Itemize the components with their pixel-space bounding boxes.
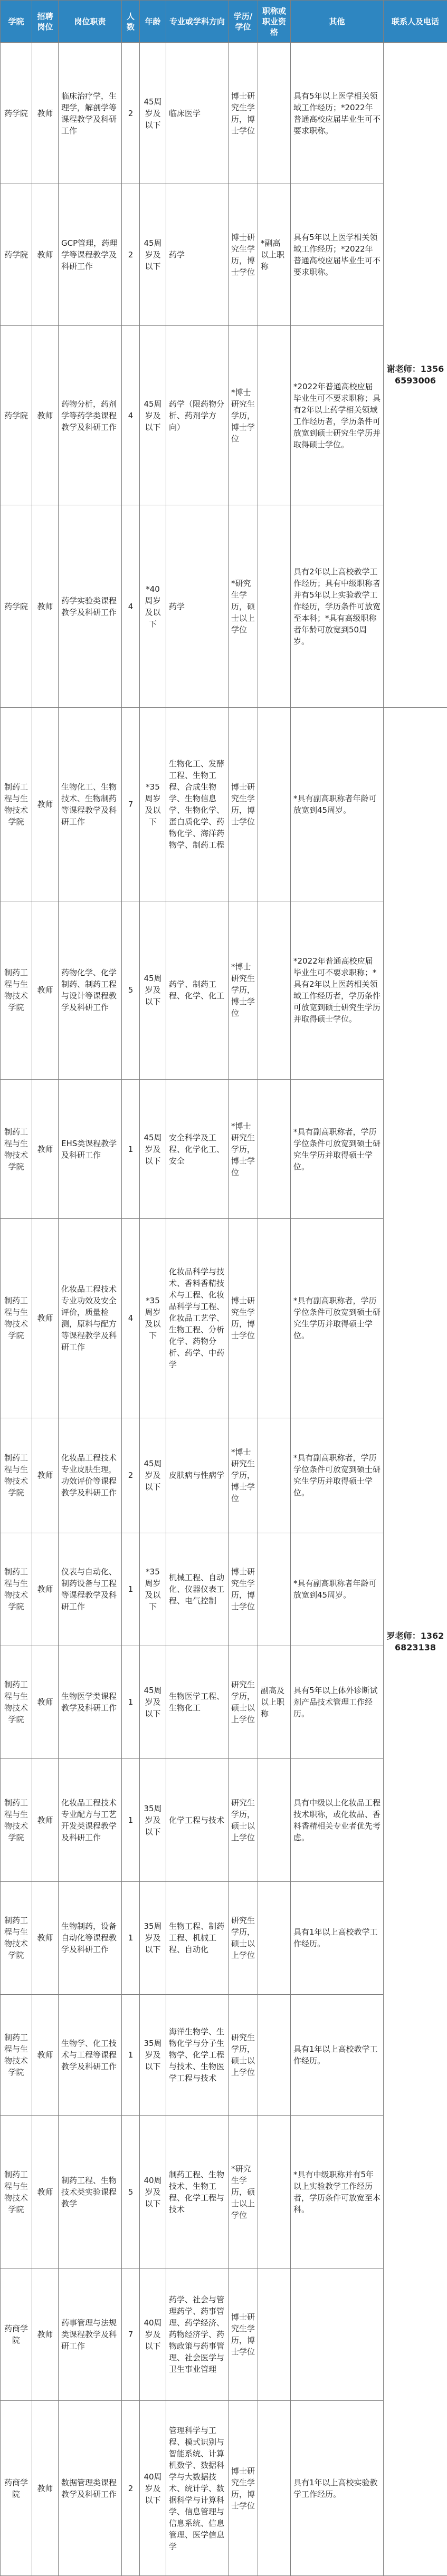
post-type-cell: 教师: [32, 1080, 59, 1219]
age-cell: 45周岁及以下: [140, 1646, 166, 1758]
number-cell: 4: [122, 325, 140, 505]
title-cell: [258, 1080, 291, 1219]
degree-cell: 博士研究生学历，博士学位: [229, 708, 258, 901]
duty-cell: 生物化工、生物技术、生物制药等课程教学及科研工作: [59, 708, 122, 901]
post-type-cell: 教师: [32, 505, 59, 708]
table-row: [1, 184, 447, 325]
number-cell: 2: [122, 184, 140, 325]
age-cell: *35周岁及以下: [140, 1533, 166, 1646]
duty-cell: 药物化学、化学制药、制药工程与设计等课程教学及科研工作: [59, 901, 122, 1079]
header-number: 人数: [122, 1, 140, 43]
college-cell: 药学院: [1, 184, 32, 325]
duty-cell: 生物学、化工技术与工程等课程教学及科研工作: [59, 1994, 122, 2115]
table-row: [1, 325, 447, 505]
major-cell: 安全科学及工程、化学化工、安全: [166, 1080, 229, 1219]
degree-cell: *研究生学历，硕士以上学位: [229, 505, 258, 708]
college-cell: 药学院: [1, 43, 32, 184]
table-row: [1, 2269, 447, 2401]
post-type-cell: 教师: [32, 2401, 59, 2576]
major-cell: 药学、制药工程、化学、化工: [166, 901, 229, 1079]
duty-cell: 化妆品工程技术专业配方与工艺开发类课程教学及科研工作: [59, 1758, 122, 1881]
post-type-cell: 教师: [32, 43, 59, 184]
other-cell: *具有副高职称者，学历学位条件可放宽到硕士研究生学历并取得硕士学位。: [291, 1418, 384, 1533]
age-cell: 45周岁及以下: [140, 901, 166, 1079]
other-cell: 具有1年以上高校教学工作经历。: [291, 1994, 384, 2115]
duty-cell: 生物制药，设备自动化等课程教学及科研工作: [59, 1882, 122, 1995]
header-contact: 联系人及电话: [384, 1, 447, 43]
major-cell: 管理科学与工程、模式识别与智能系统、计算机数学、数据科学与大数据技术、统计学、数据科学与计算科学、信息管理与信息系统、信息管理、医学信息学: [166, 2401, 229, 2576]
age-cell: 35周岁及以下: [140, 1994, 166, 2115]
age-cell: 45周岁及以下: [140, 43, 166, 184]
major-cell: 生物医学工程、生物化工: [166, 1646, 229, 1758]
major-cell: 药学、社会与管理药学、药事管理、药学经济、药物经济学、药物政策与药事管理、社会医学与卫生事业管理: [166, 2269, 229, 2401]
degree-cell: 博士研究生学历，博士学位: [229, 2269, 258, 2401]
major-cell: 临床医学: [166, 43, 229, 184]
header-college: 学院: [1, 1, 32, 43]
title-cell: [258, 43, 291, 184]
age-cell: 40周岁及以下: [140, 2269, 166, 2401]
degree-cell: 博士研究生学历，博士学位: [229, 2401, 258, 2576]
number-cell: 1: [122, 1080, 140, 1219]
table-row: [1, 1080, 447, 1219]
post-type-cell: 教师: [32, 325, 59, 505]
header-age: 年龄: [140, 1, 166, 43]
college-cell: 制药工程与生物技术学院: [1, 1994, 32, 2115]
table-row: [1, 505, 447, 708]
table-row: [1, 1994, 447, 2115]
title-cell: [258, 1418, 291, 1533]
header-degree: 学历/学位: [229, 1, 258, 43]
title-cell: 副高及以上职称: [258, 1646, 291, 1758]
number-cell: 7: [122, 708, 140, 901]
other-cell: *具有副高职称者，学历学位条件可放宽到硕士研究生学历并取得硕士学位。: [291, 1080, 384, 1219]
age-cell: 45周岁及以下: [140, 325, 166, 505]
contact-cell: 谢老师：13566593006: [384, 43, 447, 708]
degree-cell: 研究生学历，硕士以上学位: [229, 1882, 258, 1995]
age-cell: *40周岁及以下: [140, 505, 166, 708]
degree-cell: *博士研究生学历，博士学位: [229, 901, 258, 1079]
post-type-cell: 教师: [32, 708, 59, 901]
degree-cell: *博士研究生学历，博士学位: [229, 1418, 258, 1533]
number-cell: 1: [122, 1994, 140, 2115]
other-cell: 具有5年以上医学相关领域工作经历；*2022年普通高校应届毕业生可不要求职称。: [291, 43, 384, 184]
college-cell: 制药工程与生物技术学院: [1, 1533, 32, 1646]
age-cell: 45周岁及以下: [140, 1080, 166, 1219]
age-cell: 35周岁及以下: [140, 1882, 166, 1995]
major-cell: 化妆品科学与技术、香料香精技术与工程、化妆品科学与工程、化妆品工艺学、生物工程、分析化学、药物分析、药学、中药学: [166, 1219, 229, 1418]
title-cell: [258, 325, 291, 505]
table-header-row: [1, 1, 447, 43]
table-row: [1, 2401, 447, 2576]
duty-cell: EHS类课程教学及科研工作: [59, 1080, 122, 1219]
duty-cell: 制药工程、生物技术类实验课程教学: [59, 2116, 122, 2269]
title-cell: [258, 1994, 291, 2115]
degree-cell: 研究生学历，硕士以上学位: [229, 1994, 258, 2115]
post-type-cell: 教师: [32, 1646, 59, 1758]
title-cell: [258, 901, 291, 1079]
title-cell: *副高以上职称: [258, 184, 291, 325]
number-cell: 1: [122, 1882, 140, 1995]
degree-cell: 博士研究生学历，博士学位: [229, 184, 258, 325]
degree-cell: 博士研究生学历，博士学位: [229, 43, 258, 184]
post-type-cell: 教师: [32, 2269, 59, 2401]
college-cell: 药商学院: [1, 2269, 32, 2401]
major-cell: 机械工程、自动化、仪器仪表工程、电气控制: [166, 1533, 229, 1646]
other-cell: 具有1年以上高校教学工作经历。: [291, 1882, 384, 1995]
degree-cell: 博士研究生学历，博士学位: [229, 1533, 258, 1646]
post-type-cell: 教师: [32, 1533, 59, 1646]
degree-cell: *研究生学历，硕士以上学位: [229, 2116, 258, 2269]
college-cell: 制药工程与生物技术学院: [1, 1646, 32, 1758]
other-cell: *具有中级职称并有5年以上实验教学工作经历者，学历条件可放宽至本科。: [291, 2116, 384, 2269]
title-cell: [258, 2116, 291, 2269]
other-cell: *具有副高职称者年龄可放宽到45周岁。: [291, 708, 384, 901]
title-cell: [258, 1533, 291, 1646]
duty-cell: 化妆品工程技术专业皮肤生理，功效评价等课程教学及科研工作: [59, 1418, 122, 1533]
age-cell: 45周岁及以下: [140, 184, 166, 325]
title-cell: [258, 505, 291, 708]
other-cell: *2022年普通高校应届毕业生可不要求职称；具有2年以上药学相关领域工作经历者，学历条件可放宽到硕士研究生学历并取得硕士学位。: [291, 325, 384, 505]
major-cell: 生物工程、制药工程、机械工程、自动化: [166, 1882, 229, 1995]
number-cell: 2: [122, 1418, 140, 1533]
duty-cell: 药物分析，药剂学等药学类课程教学及科研工作: [59, 325, 122, 505]
number-cell: 5: [122, 2116, 140, 2269]
college-cell: 药学院: [1, 325, 32, 505]
major-cell: 海洋生物学、生物化学与分子生物学、化学工程与技术、生物医学工程与技术: [166, 1994, 229, 2115]
other-cell: *具有副高职称者年龄可放宽到45周岁。: [291, 1533, 384, 1646]
degree-cell: 研究生学历，硕士以上学位: [229, 1758, 258, 1881]
title-cell: [258, 1758, 291, 1881]
duty-cell: 生物医学类课程教学及科研工作: [59, 1646, 122, 1758]
degree-cell: 研究生学历，硕士以上学位: [229, 1646, 258, 1758]
number-cell: 1: [122, 1533, 140, 1646]
post-type-cell: 教师: [32, 1758, 59, 1881]
other-cell: 具有5年以上体外诊断试剂产品技术管理工作经历。: [291, 1646, 384, 1758]
college-cell: 制药工程与生物技术学院: [1, 1418, 32, 1533]
post-type-cell: 教师: [32, 901, 59, 1079]
other-cell: 具有1年以上高校实验教学工作经历。: [291, 2401, 384, 2576]
college-cell: 制药工程与生物技术学院: [1, 2116, 32, 2269]
post-type-cell: 教师: [32, 184, 59, 325]
major-cell: 皮肤病与性病学: [166, 1418, 229, 1533]
college-cell: 制药工程与生物技术学院: [1, 1758, 32, 1881]
other-cell: *具有副高职称者，学历学位条件可放宽到硕士研究生学历并取得硕士学位。: [291, 1219, 384, 1418]
duty-cell: 临床治疗学，生理学，解剖学等课程教学及科研工作: [59, 43, 122, 184]
number-cell: 4: [122, 1219, 140, 1418]
title-cell: [258, 2269, 291, 2401]
age-cell: *35周岁及以下: [140, 1219, 166, 1418]
table-row: [1, 1758, 447, 1881]
age-cell: 40周岁及以下: [140, 2401, 166, 2576]
table-row: [1, 1533, 447, 1646]
college-cell: 药商学院: [1, 2401, 32, 2576]
table-row: [1, 708, 447, 901]
title-cell: [258, 708, 291, 901]
header-other: 其他: [291, 1, 384, 43]
title-cell: [258, 1882, 291, 1995]
title-cell: [258, 2401, 291, 2576]
number-cell: 1: [122, 1646, 140, 1758]
degree-cell: *博士研究生学历，博士学位: [229, 325, 258, 505]
duty-cell: 数据管理类课程教学及科研工作: [59, 2401, 122, 2576]
table-body: [1, 43, 447, 2576]
major-cell: 制药工程、生物技术、生物工程、化学工程与技术: [166, 2116, 229, 2269]
duty-cell: 药事管理与法规类课程教学及科研工作: [59, 2269, 122, 2401]
post-type-cell: 教师: [32, 1219, 59, 1418]
college-cell: 制药工程与生物技术学院: [1, 1882, 32, 1995]
number-cell: 5: [122, 901, 140, 1079]
header-post: 招聘岗位: [32, 1, 59, 43]
age-cell: 45周岁及以下: [140, 1418, 166, 1533]
table-row: [1, 1418, 447, 1533]
title-cell: [258, 1219, 291, 1418]
number-cell: 2: [122, 2401, 140, 2576]
duty-cell: GCP管理，药理学等课程教学及科研工作: [59, 184, 122, 325]
table-row: [1, 43, 447, 184]
contact-cell: 罗老师：13626823138: [384, 708, 447, 2576]
other-cell: *2022年普通高校应届毕业生可不要求职称；*具有2年以上医药相关领域工作经历者，学历条件可放宽到硕士研究生学历并取得硕士学位。: [291, 901, 384, 1079]
table-row: [1, 2116, 447, 2269]
number-cell: 1: [122, 1758, 140, 1881]
major-cell: 药学: [166, 184, 229, 325]
table-row: [1, 1646, 447, 1758]
college-cell: 药学院: [1, 505, 32, 708]
header-duty: 岗位职责: [59, 1, 122, 43]
post-type-cell: 教师: [32, 2116, 59, 2269]
number-cell: 7: [122, 2269, 140, 2401]
table-row: [1, 901, 447, 1079]
duty-cell: 仪表与自动化、制药设备与工程等课程教学及科研工作: [59, 1533, 122, 1646]
college-cell: 制药工程与生物技术学院: [1, 901, 32, 1079]
college-cell: 制药工程与生物技术学院: [1, 1219, 32, 1418]
header-title: 职称或职业资格: [258, 1, 291, 43]
degree-cell: *博士研究生学历，博士学位: [229, 1080, 258, 1219]
table-row: [1, 1882, 447, 1995]
age-cell: *35周岁及以下: [140, 708, 166, 901]
major-cell: 药学（限药物分析、药剂学方向）: [166, 325, 229, 505]
other-cell: [291, 2269, 384, 2401]
degree-cell: 博士研究生学历，博士学位: [229, 1219, 258, 1418]
college-cell: 制药工程与生物技术学院: [1, 708, 32, 901]
major-cell: 药学: [166, 505, 229, 708]
post-type-cell: 教师: [32, 1418, 59, 1533]
age-cell: 40周岁及以下: [140, 2116, 166, 2269]
other-cell: 具有中级以上化妆品工程技术职称，或化妆品、香料香精相关专业者优先考虑。: [291, 1758, 384, 1881]
other-cell: 具有5年以上医学相关领域工作经历；*2022年普通高校应届毕业生可不要求职称。: [291, 184, 384, 325]
other-cell: 具有2年以上高校教学工作经历；具有中级职称者并有5年以上实验教学工作经历，学历条件可放宽至本科；*具有高级职称者年龄可放宽到50周岁。: [291, 505, 384, 708]
table-row: [1, 1219, 447, 1418]
major-cell: 生物化工、发酵工程、生物工程、合成生物学、生物信息学、生物化学、蛋白质化学、药物化学、海洋药物学、制药工程: [166, 708, 229, 901]
header-major: 专业或学科方向: [166, 1, 229, 43]
major-cell: 化学工程与技术: [166, 1758, 229, 1881]
post-type-cell: 教师: [32, 1994, 59, 2115]
post-type-cell: 教师: [32, 1882, 59, 1995]
duty-cell: 化妆品工程技术专业功效及安全评价，质量检测，原料与配方等课程教学及科研工作: [59, 1219, 122, 1418]
duty-cell: 药学实验类课程教学及科研工作: [59, 505, 122, 708]
age-cell: 35周岁及以下: [140, 1758, 166, 1881]
number-cell: 2: [122, 43, 140, 184]
college-cell: 制药工程与生物技术学院: [1, 1080, 32, 1219]
number-cell: 4: [122, 505, 140, 708]
